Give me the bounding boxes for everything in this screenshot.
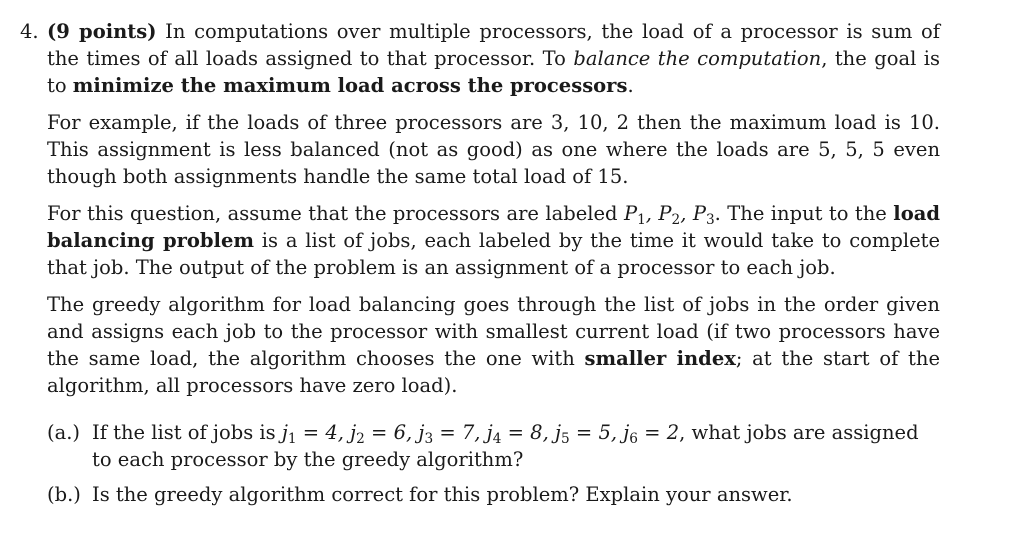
question-parts	[47, 419, 940, 508]
setup-text-2: . The input to the	[714, 202, 894, 225]
part-b-label: (b.)	[47, 483, 81, 506]
question-body	[47, 18, 940, 508]
question-block	[20, 18, 940, 516]
part-a	[47, 419, 940, 473]
greedy-bold: smaller index	[584, 347, 736, 370]
job-list: $j_1 = 4$, $j_2 = 6$, $j_3 = 7$, $j_4 = 8$, $j_5 = 5$, $j_6 = 2$	[281, 421, 680, 447]
part-b-text: Is the greedy algorithm correct for this problem? Explain your answer.	[92, 483, 793, 506]
setup-paragraph	[47, 200, 940, 281]
greedy-text-1: The greedy algorithm for load balancing goes through the list of jobs in the order given and assigns each job to the processor with smallest current load (if two processors have the same load, the algorithm chooses the one with	[47, 293, 940, 370]
part-b	[47, 481, 940, 508]
points-label: (9 points)	[47, 20, 157, 43]
intro-italic: balance the computation	[573, 47, 822, 70]
question-number: 4.	[20, 20, 39, 43]
intro-text-2: , the goal is to	[47, 47, 940, 97]
greedy-text-2: ; at the start of the algorithm, all processors have zero load).	[47, 347, 940, 397]
setup-bold: load balancing problem	[47, 202, 940, 252]
example-paragraph: For example, if the loads of three processors are 3, 10, 2 then the maximum load is 10. This assignment is less balanced (not as good) as one where the loads are 5, 5, 5 even though both assignments handle the same total load of 15.	[47, 111, 940, 188]
intro-text: In computations over multiple processors, the load of a processor is sum of the times of all loads assigned to that processor. To	[47, 20, 940, 70]
intro-end: .	[627, 74, 634, 97]
greedy-paragraph	[47, 291, 940, 399]
processor-labels: $P_1$, $P_2$, $P_3$	[623, 202, 715, 228]
setup-text-3: is a list of jobs, each labeled by the time it would take to complete that job. The output of the problem is an assignment of a processor to each job.	[47, 229, 940, 279]
part-a-label: (a.)	[47, 421, 81, 444]
part-a-text: If the list of jobs is $j_1 = 4$, $j_2 = 6$, $j_3 = 7$, $j_4 = 8$, $j_5 = 5$, $j_6 = 2$, what jobs are assigned to each processor by the greedy algorithm?	[92, 421, 919, 471]
setup-text-1: For this question, assume that the processors are labeled	[47, 202, 624, 225]
intro-bold: minimize the maximum load across the processors	[72, 74, 628, 97]
intro-paragraph	[47, 18, 940, 99]
